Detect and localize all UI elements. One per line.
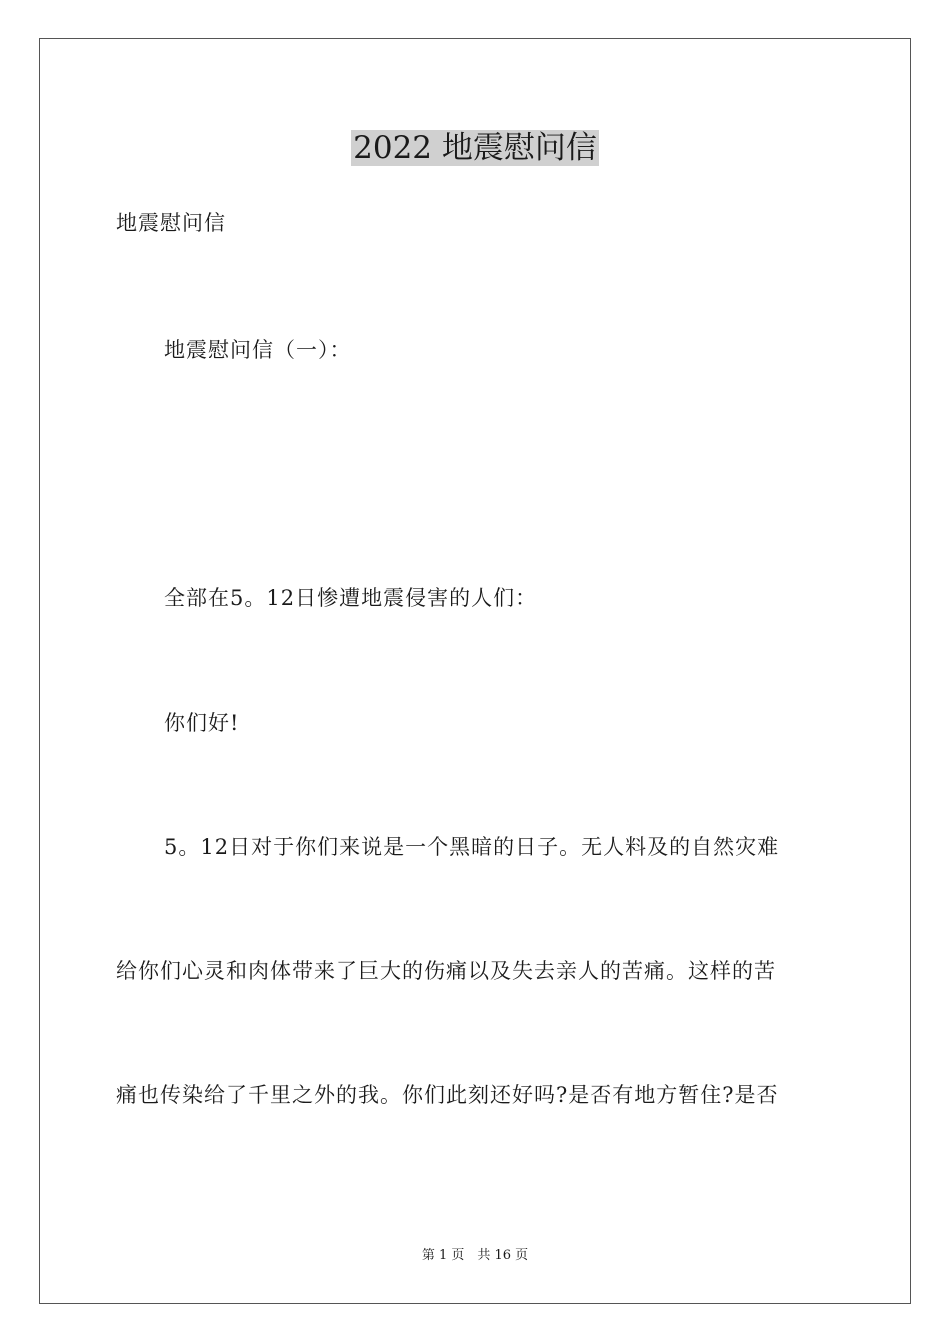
salutation: 全部在5。12日惨遭地震侵害的人们： xyxy=(164,586,538,610)
page-number-footer: 第 1 页 共 16 页 xyxy=(421,1248,529,1263)
document-title xyxy=(0,126,950,170)
greeting: 你们好! xyxy=(164,711,240,735)
section-heading: 地震慰问信（一）： xyxy=(164,338,352,362)
paragraph-line: 5。12日对于你们来说是一个黑暗的日子。无人料及的自然灾难 xyxy=(164,835,780,859)
paragraph-line: 痛也传染给了千里之外的我。你们此刻还好吗?是否有地方暂住?是否 xyxy=(116,1083,779,1107)
paragraph-line: 给你们心灵和肉体带来了巨大的伤痛以及失去亲人的苦痛。这样的苦 xyxy=(116,959,776,983)
document-title-text: 2022 地震慰问信 xyxy=(353,130,597,166)
document-heading: 地震慰问信 xyxy=(116,211,226,235)
